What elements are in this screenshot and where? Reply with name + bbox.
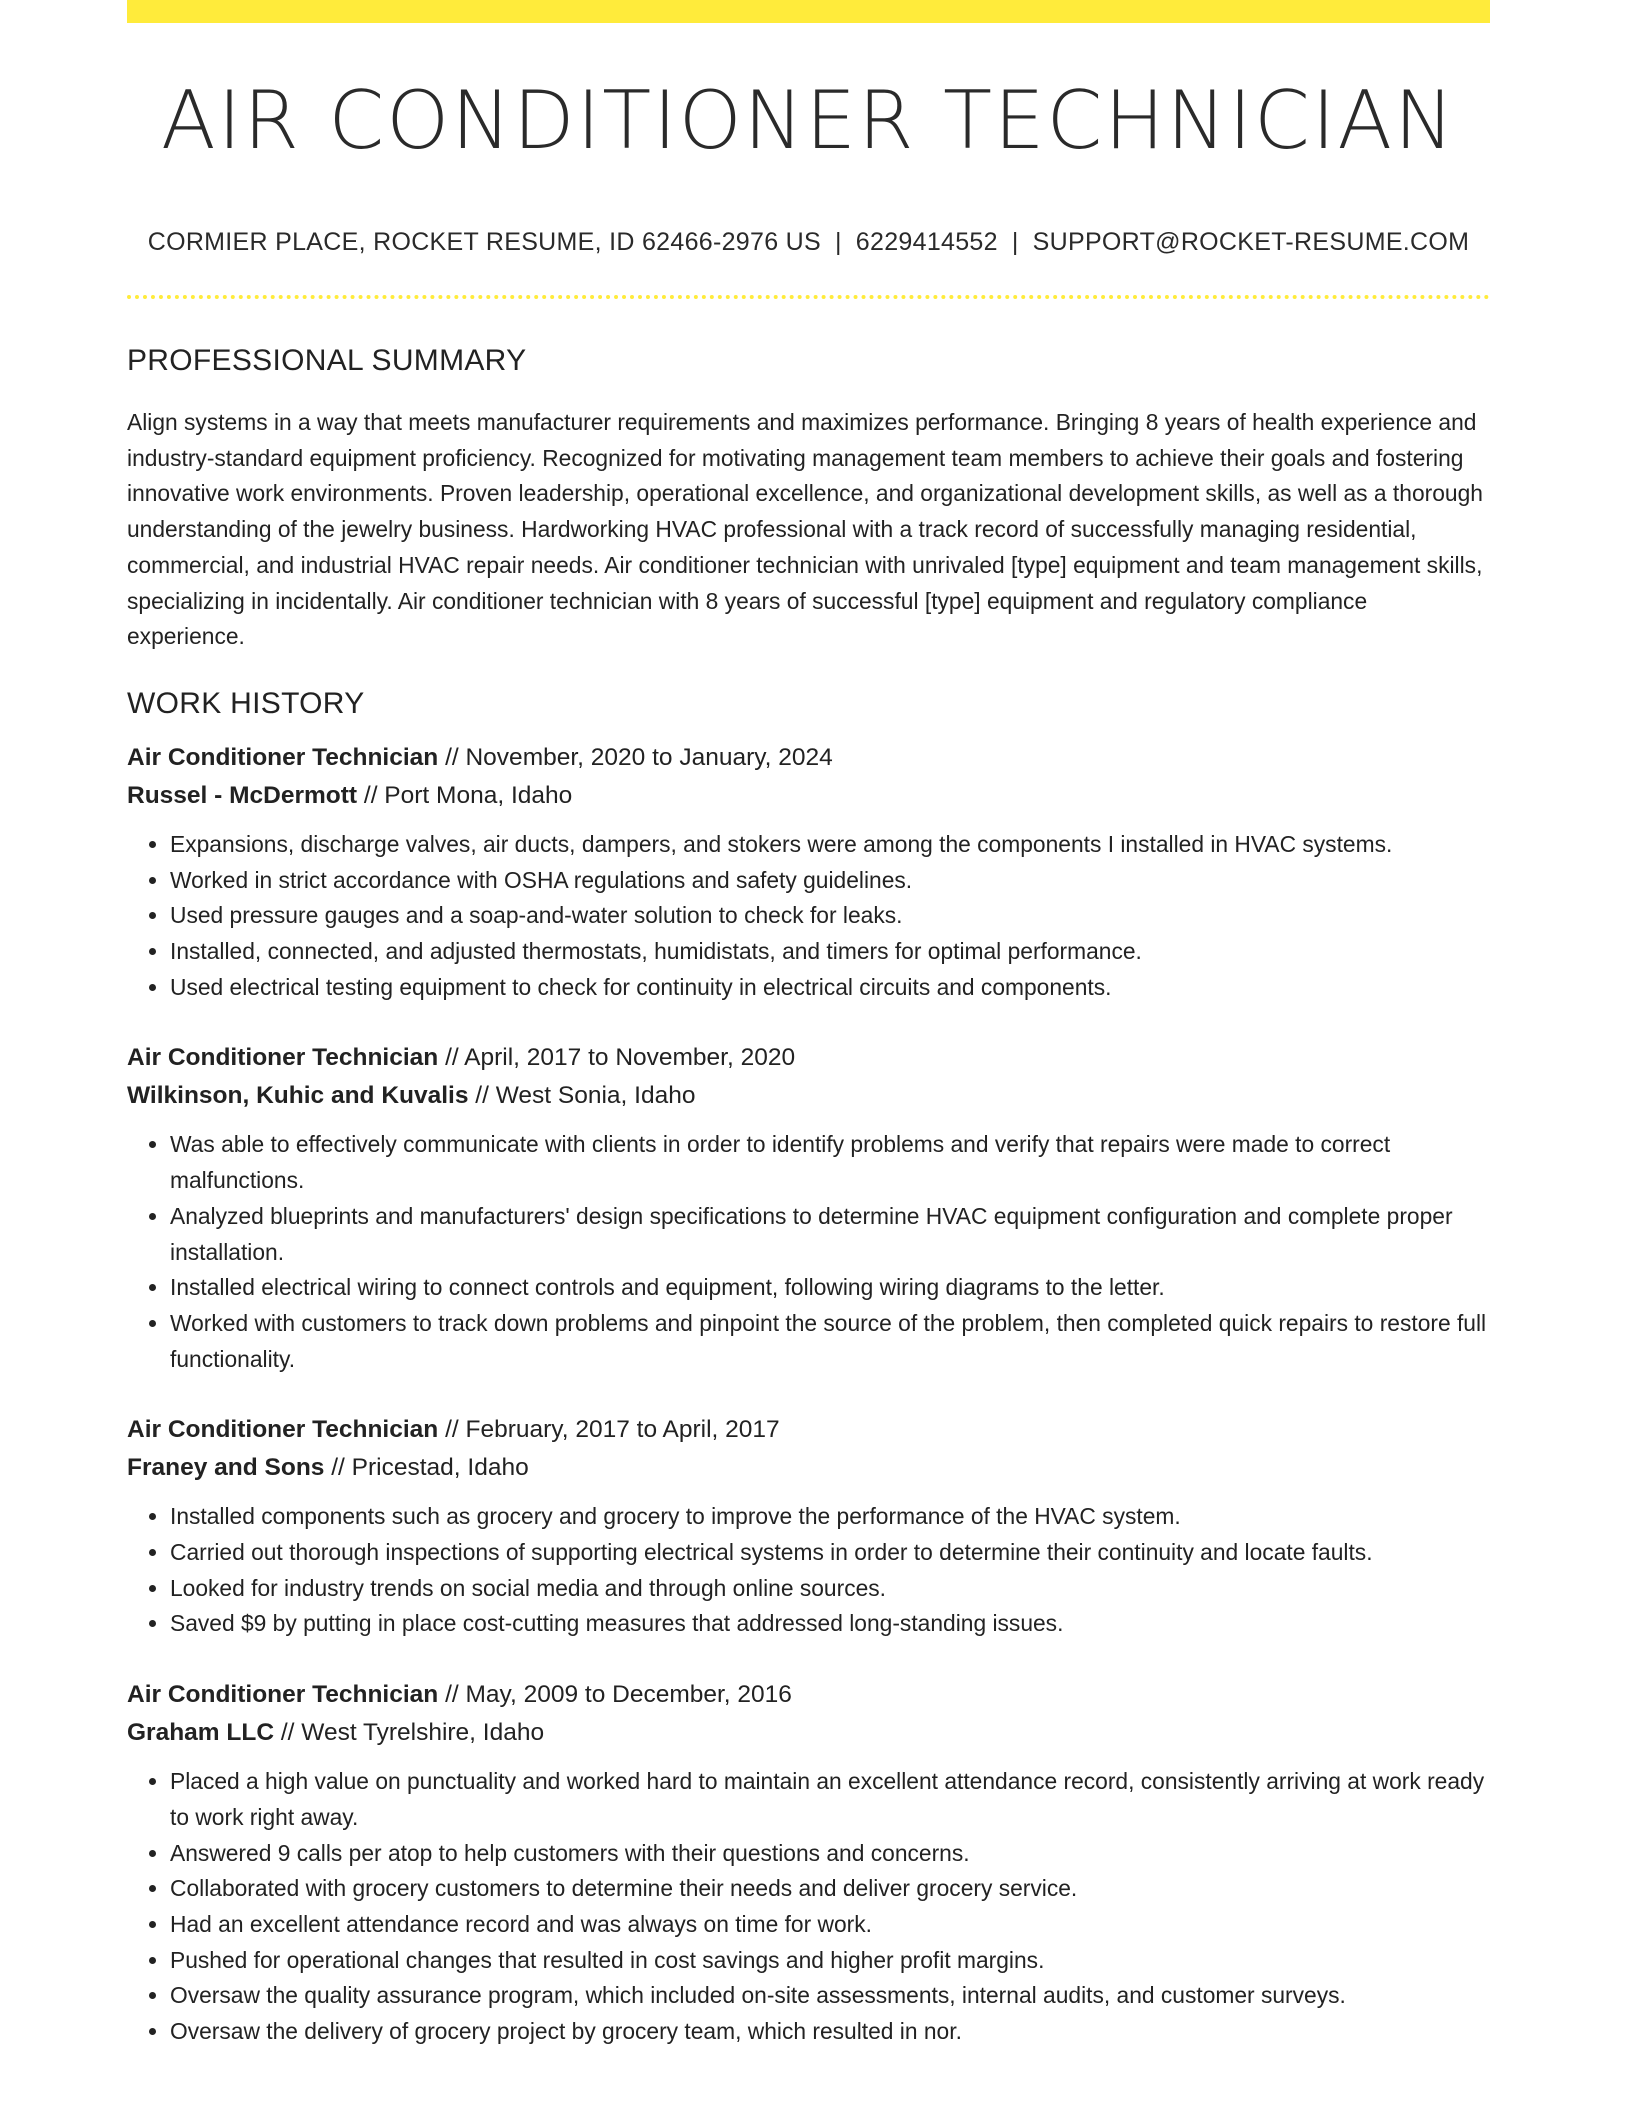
contact-address: CORMIER PLACE, ROCKET RESUME, ID 62466-2976 US bbox=[147, 228, 821, 256]
job-role: Air Conditioner Technician bbox=[127, 1416, 439, 1444]
job-company: Franey and Sons bbox=[127, 1454, 325, 1482]
job-bullet: • Pushed for operational changes that resulted in cost savings and higher profit margins. bbox=[170, 1943, 1490, 1979]
job-bullet: • Carried out thorough inspections of supporting electrical systems in order to determine their continuity and locate faults. bbox=[170, 1535, 1490, 1571]
contact-phone: 6229414552 bbox=[855, 228, 998, 256]
job-bullet: • Oversaw the quality assurance program, which included on-site assessments, internal audits, and customer surveys. bbox=[170, 1978, 1490, 2014]
job-entry bbox=[127, 1676, 1490, 2050]
job-title-line bbox=[127, 1411, 1490, 1449]
work-history-list bbox=[127, 739, 1490, 2050]
accent-bar bbox=[127, 0, 1490, 23]
job-bullet: • Placed a high value on punctuality and worked hard to maintain an excellent attendance record, consistently arriving at work ready to work right away. bbox=[170, 1764, 1490, 1835]
job-entry bbox=[127, 1039, 1490, 1377]
job-bullet: • Used electrical testing equipment to check for continuity in electrical circuits and components. bbox=[170, 970, 1490, 1006]
job-bullet: • Installed, connected, and adjusted thermostats, humidistats, and timers for optimal performance. bbox=[170, 934, 1490, 970]
job-location: // Pricestad, Idaho bbox=[324, 1454, 529, 1482]
job-entry bbox=[127, 739, 1490, 1006]
job-bullet: • Installed components such as grocery and grocery to improve the performance of the HVAC system. bbox=[170, 1499, 1490, 1535]
job-bullets bbox=[127, 1764, 1490, 2050]
summary-text: Align systems in a way that meets manufacturer requirements and maximizes performance. Bringing 8 years of health experience and industry-standard equipment proficiency. Recognized for motivating management team members to achieve their goals and fostering innovative work environments. Proven leadership, operational excellence, and organizational development skills, as well as a thorough understanding of the jewelry business. Hardworking HVAC professional with a track record of successfully managing residential, commercial, and industrial HVAC repair needs. Air conditioner technician with unrivaled [type] equipment and team management skills, specializing in incidentally. Air conditioner technician with 8 years of successful [type] equipment and regulatory compliance experience. bbox=[127, 409, 1483, 650]
job-location: // Port Mona, Idaho bbox=[357, 781, 573, 809]
summary-heading: PROFESSIONAL SUMMARY bbox=[127, 344, 527, 377]
resume-title: AIR CONDITIONER TECHNICIAN bbox=[161, 74, 1456, 167]
job-bullet: • Looked for industry trends on social media and through online sources. bbox=[170, 1571, 1490, 1607]
job-entry bbox=[127, 1411, 1490, 1642]
job-bullet: • Worked with customers to track down problems and pinpoint the source of the problem, then completed quick repairs to restore full functionality. bbox=[170, 1306, 1490, 1377]
job-bullets bbox=[127, 827, 1490, 1006]
job-bullet: • Expansions, discharge valves, air ducts, dampers, and stokers were among the components I installed in HVAC systems. bbox=[170, 827, 1490, 863]
job-bullet: • Saved $9 by putting in place cost-cutting measures that addressed long-standing issues. bbox=[170, 1606, 1490, 1642]
job-dates: // April, 2017 to November, 2020 bbox=[438, 1044, 796, 1072]
job-dates: // May, 2009 to December, 2016 bbox=[438, 1681, 792, 1709]
job-title-line bbox=[127, 739, 1490, 777]
job-bullets bbox=[127, 1499, 1490, 1642]
job-bullet: • Was able to effectively communicate with clients in order to identify problems and verify that repairs were made to correct malfunctions. bbox=[170, 1127, 1490, 1198]
job-bullet: • Had an excellent attendance record and was always on time for work. bbox=[170, 1907, 1490, 1943]
job-dates: // November, 2020 to January, 2024 bbox=[438, 743, 833, 771]
job-bullet: • Used pressure gauges and a soap-and-water solution to check for leaks. bbox=[170, 898, 1490, 934]
job-company: Graham LLC bbox=[127, 1719, 275, 1747]
job-bullet: • Answered 9 calls per atop to help customers with their questions and concerns. bbox=[170, 1836, 1490, 1872]
job-company-line bbox=[127, 1449, 1490, 1487]
job-bullet: • Worked in strict accordance with OSHA regulations and safety guidelines. bbox=[170, 863, 1490, 899]
resume-page bbox=[127, 0, 1490, 2050]
job-role: Air Conditioner Technician bbox=[127, 1681, 439, 1709]
contact-separator: | bbox=[835, 228, 842, 256]
contact-separator: | bbox=[1011, 228, 1019, 256]
job-company: Russel - McDermott bbox=[127, 781, 358, 809]
job-company-line bbox=[127, 1714, 1490, 1752]
job-dates: // February, 2017 to April, 2017 bbox=[438, 1416, 780, 1444]
job-company-line bbox=[127, 777, 1490, 815]
contact-line bbox=[127, 227, 1490, 257]
job-title-line bbox=[127, 1676, 1490, 1714]
job-title-line bbox=[127, 1039, 1490, 1077]
job-bullet: • Oversaw the delivery of grocery project by grocery team, which resulted in nor. bbox=[170, 2014, 1490, 2050]
contact-email[interactable]: SUPPORT@ROCKET-RESUME.COM bbox=[1032, 228, 1470, 256]
job-company-line bbox=[127, 1077, 1490, 1115]
job-role: Air Conditioner Technician bbox=[127, 743, 439, 771]
job-role: Air Conditioner Technician bbox=[127, 1044, 439, 1072]
job-bullet: • Installed electrical wiring to connect controls and equipment, following wiring diagrams to the letter. bbox=[170, 1270, 1490, 1306]
dotted-divider bbox=[127, 295, 1490, 299]
job-location: // West Sonia, Idaho bbox=[468, 1082, 696, 1110]
job-bullet: • Analyzed blueprints and manufacturers' design specifications to determine HVAC equipment configuration and complete proper installation. bbox=[170, 1199, 1490, 1270]
job-bullet: • Collaborated with grocery customers to determine their needs and deliver grocery service. bbox=[170, 1871, 1490, 1907]
job-bullets bbox=[127, 1127, 1490, 1377]
work-history-heading: WORK HISTORY bbox=[127, 686, 365, 720]
job-company: Wilkinson, Kuhic and Kuvalis bbox=[127, 1082, 469, 1110]
job-location: // West Tyrelshire, Idaho bbox=[274, 1719, 545, 1747]
